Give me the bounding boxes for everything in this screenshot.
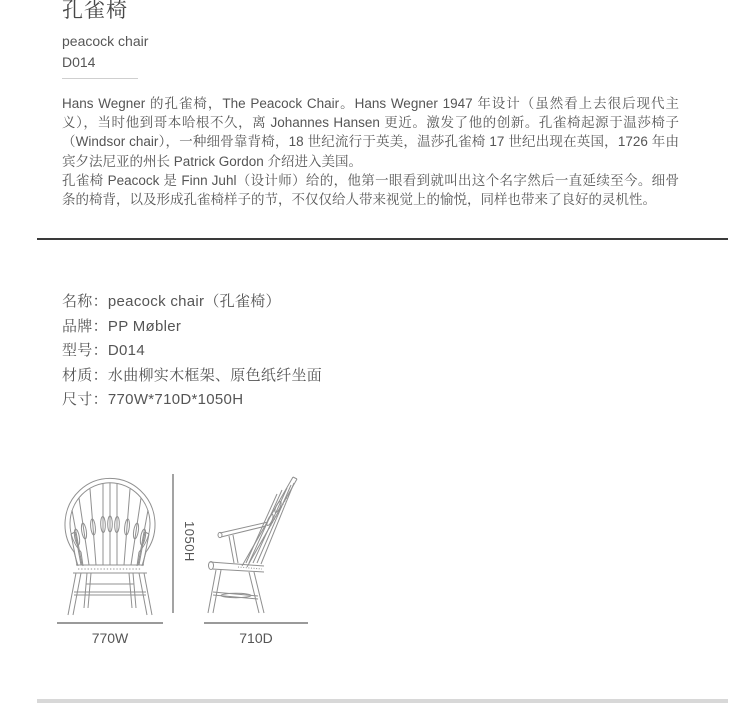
spec-size: 尺寸：770W*710D*1050H bbox=[62, 391, 244, 409]
height-dimension-label: 1050H bbox=[182, 521, 197, 562]
width-dimension-label: 770W bbox=[91, 630, 129, 646]
spec-list bbox=[62, 290, 322, 413]
height-dimension-line bbox=[172, 474, 174, 613]
depth-dimension-line bbox=[204, 622, 308, 624]
width-dimension-line bbox=[57, 622, 163, 624]
bottom-divider bbox=[37, 699, 728, 703]
product-description bbox=[62, 94, 679, 209]
page-title: 孔雀椅 bbox=[62, 0, 128, 22]
spec-model: 型号：D014 bbox=[62, 342, 145, 360]
description-paragraph-1: Hans Wegner 的孔雀椅，The Peacock Chair。Hans Wegner 1947 年设计（虽然看上去很后现代主义），当时他到哥本哈根不久，离 Johannes Hansen 更近。激发了他的创新。孔雀椅起源于温莎椅子（Windsor chair），一种细骨靠背椅，18 世纪流行于英美，温莎孔雀椅 17 世纪出现在英国，1726 年由宾夕法尼亚的州长 Patrick Gordon 介绍进入美国。 bbox=[62, 96, 679, 169]
spec-name: 名称：peacock chair（孔雀椅） bbox=[62, 293, 281, 310]
product-model-code: D014 bbox=[62, 54, 96, 70]
title-underline-rule bbox=[62, 78, 138, 79]
spec-material: 材质：水曲柳实木框架、原色纸纤坐面 bbox=[62, 366, 323, 384]
chair-front-view-drawing bbox=[54, 472, 166, 622]
depth-dimension-label: 710D bbox=[239, 630, 273, 646]
product-subtitle: peacock chair bbox=[62, 33, 149, 49]
spec-brand: 品牌：PP Møbler bbox=[62, 317, 182, 335]
section-divider bbox=[37, 238, 728, 240]
chair-side-view-drawing bbox=[202, 472, 312, 622]
description-paragraph-2: 孔雀椅 Peacock 是 Finn Juhl（设计师）给的，他第一眼看到就叫出这个名字然后一直延续至今。细骨条的椅背，以及形成孔雀椅样子的节，不仅仅给人带来视觉上的愉悦，同样也带来了良好的灵机性。 bbox=[62, 172, 679, 208]
